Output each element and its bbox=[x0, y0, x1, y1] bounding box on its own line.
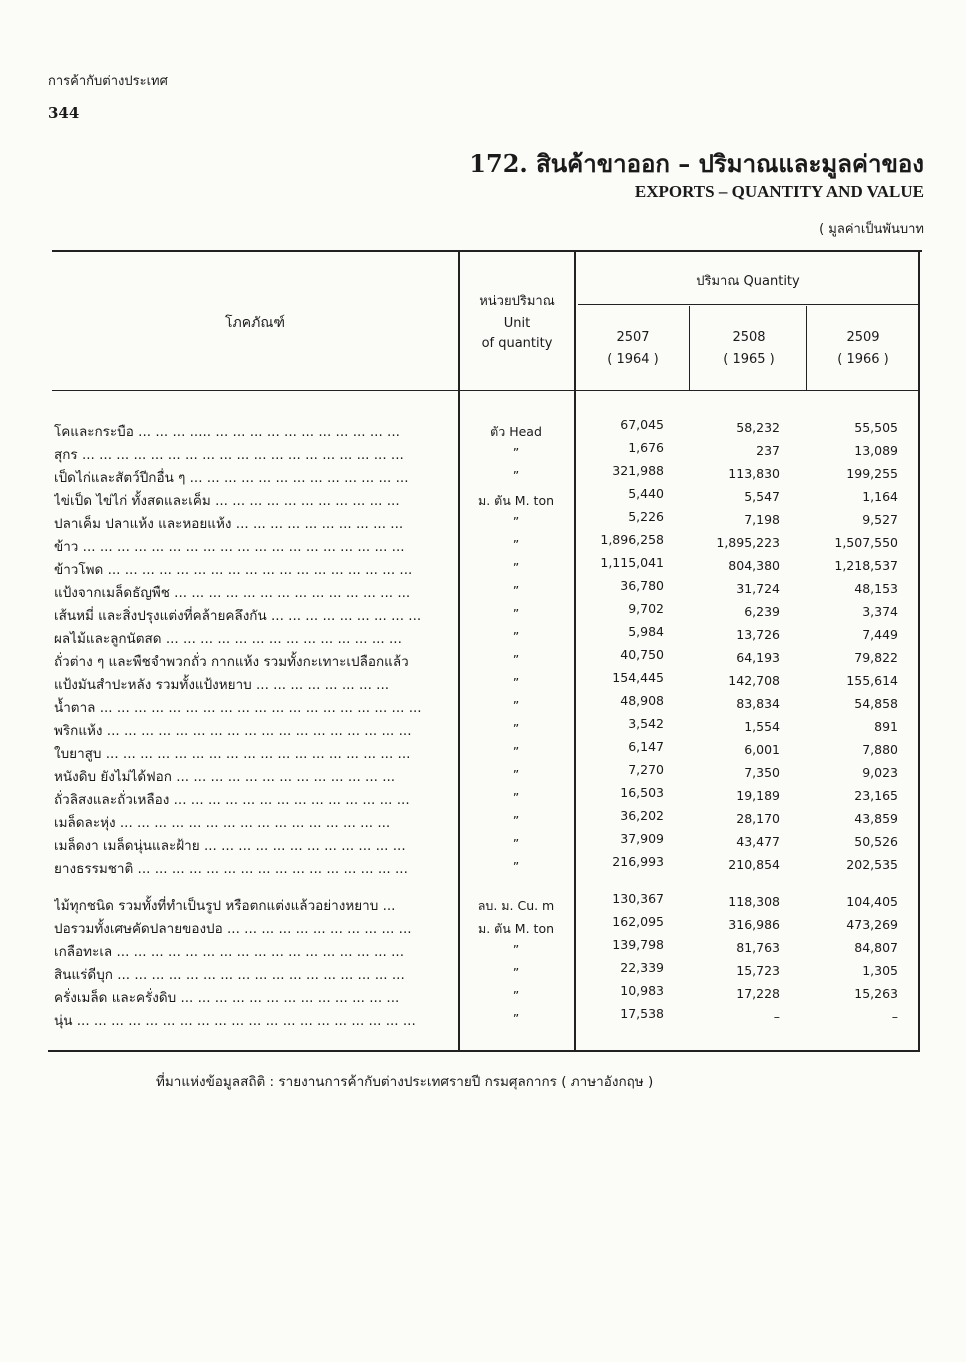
quantity-unit: ” bbox=[512, 537, 520, 552]
quantity-2509: – bbox=[891, 1009, 898, 1024]
quantity-2508: 316,986 bbox=[728, 917, 780, 932]
quantity-2508: 5,547 bbox=[744, 489, 780, 504]
quantity-2509: 84,807 bbox=[854, 940, 898, 955]
quantity-2509: 202,535 bbox=[846, 857, 898, 872]
quantity-2509: 155,614 bbox=[846, 673, 898, 688]
quantity-2509: 1,218,537 bbox=[834, 558, 898, 573]
commodity-name: นุ่น ... ... ... ... ... ... ... ... ... ... ... ... ... ... ... ... ... ... ... ... bbox=[54, 1013, 416, 1029]
quantity-2508: 83,834 bbox=[736, 696, 780, 711]
quantity-2508: 118,308 bbox=[728, 894, 780, 909]
commodity-name: ข้าว ... ... ... ... ... ... ... ... ... ... ... ... ... ... ... ... ... ... ... bbox=[54, 539, 405, 555]
quantity-unit: ” bbox=[512, 652, 520, 667]
quantity-unit: ” bbox=[512, 445, 520, 460]
quantity-2507: 36,202 bbox=[620, 808, 664, 823]
quantity-unit: ตัว Head bbox=[490, 424, 542, 439]
quantity-2509: 1,305 bbox=[862, 963, 898, 978]
right-border bbox=[918, 252, 920, 1050]
header-unit-thai: หน่วยปริมาณ bbox=[479, 294, 555, 309]
commodity-name: แป้งจากเมล็ดธัญพืช ... ... ... ... ... ... ... ... ... ... ... ... ... ... bbox=[54, 585, 411, 601]
commodity-name: สินแร่ดีบุก ... ... ... ... ... ... ... ... ... ... ... ... ... ... ... ... ... bbox=[54, 967, 405, 983]
header-year-ad: ( 1965 ) bbox=[723, 352, 775, 367]
quantity-unit: ” bbox=[512, 836, 520, 851]
quantity-2507: 139,798 bbox=[612, 937, 664, 952]
table-bottom-rule bbox=[48, 1050, 920, 1052]
quantity-2508: 31,724 bbox=[736, 581, 780, 596]
quantity-2507: 1,896,258 bbox=[600, 532, 664, 547]
quantity-2508: 142,708 bbox=[728, 673, 780, 688]
quantity-2508: 7,350 bbox=[744, 765, 780, 780]
quantity-2508: 6,239 bbox=[744, 604, 780, 619]
quantity-unit: ” bbox=[512, 1011, 520, 1026]
quantity-2509: 15,263 bbox=[854, 986, 898, 1001]
quantity-2507: 7,270 bbox=[628, 762, 664, 777]
quantity-2509: 473,269 bbox=[846, 917, 898, 932]
quantity-2509: 104,405 bbox=[846, 894, 898, 909]
running-head: การค้ากับต่างประเทศ bbox=[48, 74, 168, 89]
quantity-2507: 5,440 bbox=[628, 486, 664, 501]
quantity-2509: 43,859 bbox=[854, 811, 898, 826]
quantity-2509: 54,858 bbox=[854, 696, 898, 711]
header-unit-en-1: Unit bbox=[503, 316, 531, 331]
quantity-2507: 9,702 bbox=[628, 601, 664, 616]
quantity-2509: 50,526 bbox=[854, 834, 898, 849]
commodity-name: ปลาเค็ม ปลาแห้ง และหอยแห้ง ... ... ... ... ... ... ... ... ... ... bbox=[54, 516, 404, 532]
commodity-name: พริกแห้ง ... ... ... ... ... ... ... ... ... ... ... ... ... ... ... ... ... ... bbox=[54, 723, 412, 739]
quantity-2508: 6,001 bbox=[744, 742, 780, 757]
quantity-unit: ” bbox=[512, 965, 520, 980]
quantity-2508: 28,170 bbox=[736, 811, 780, 826]
quantity-unit: ม. ตัน M. ton bbox=[477, 921, 555, 936]
quantity-2507: 16,503 bbox=[620, 785, 664, 800]
quantity-2507: 3,542 bbox=[628, 716, 664, 731]
quantity-2507: 22,339 bbox=[620, 960, 664, 975]
quantity-unit: ” bbox=[512, 813, 520, 828]
quantity-unit: ” bbox=[512, 859, 520, 874]
commodity-name: ข้าวโพด ... ... ... ... ... ... ... ... ... ... ... ... ... ... ... ... ... ... bbox=[54, 562, 413, 578]
quantity-2508: 237 bbox=[756, 443, 780, 458]
quantity-2508: 13,726 bbox=[736, 627, 780, 642]
header-unit-en-2: of quantity bbox=[481, 336, 553, 351]
commodity-name: เมล็ดละหุ่ง ... ... ... ... ... ... ... ... ... ... ... ... ... ... ... ... bbox=[54, 815, 391, 831]
quantity-2507: 6,147 bbox=[628, 739, 664, 754]
commodity-name: ยางธรรมชาติ ... ... ... ... ... ... ... ... ... ... ... ... ... ... ... ... bbox=[54, 861, 408, 877]
commodity-name: ไม้ทุกชนิด รวมทั้งที่ทำเป็นรูป หรือตกแต่งแล้วอย่างหยาบ ... bbox=[54, 898, 396, 914]
quantity-2509: 13,089 bbox=[854, 443, 898, 458]
quantity-2509: 23,165 bbox=[854, 788, 898, 803]
quantity-2508: 81,763 bbox=[736, 940, 780, 955]
commodity-name: ใบยาสูบ ... ... ... ... ... ... ... ... ... ... ... ... ... ... ... ... ... ... bbox=[54, 746, 411, 762]
commodity-name: โคและกระบือ ... ... ... ..... ... ... ... ... ... ... ... ... ... ... ... bbox=[54, 424, 400, 440]
quantity-2509: 3,374 bbox=[862, 604, 898, 619]
quantity-2507: 67,045 bbox=[620, 417, 664, 432]
quantity-column-divider bbox=[574, 252, 576, 1050]
quantity-unit: ” bbox=[512, 942, 520, 957]
quantity-2507: 154,445 bbox=[612, 670, 664, 685]
quantity-2508: 17,228 bbox=[736, 986, 780, 1001]
quantity-2507: 5,226 bbox=[628, 509, 664, 524]
quantity-2508: 15,723 bbox=[736, 963, 780, 978]
value-unit-note: ( มูลค่าเป็นพันบาท bbox=[819, 222, 924, 237]
quantity-2507: 10,983 bbox=[620, 983, 664, 998]
quantity-unit: ” bbox=[512, 583, 520, 598]
commodity-name: เส้นหมี่ และสิ่งปรุงแต่งที่คล้ายคลึงกัน ... ... ... ... ... ... ... ... ... bbox=[54, 608, 422, 624]
quantity-unit: ” bbox=[512, 606, 520, 621]
year-divider-1 bbox=[689, 306, 690, 390]
quantity-2508: 7,198 bbox=[744, 512, 780, 527]
page-number: 344 bbox=[48, 104, 80, 122]
quantity-unit: ” bbox=[512, 988, 520, 1003]
quantity-2508: 113,830 bbox=[728, 466, 780, 481]
quantity-2507: 17,538 bbox=[620, 1006, 664, 1021]
table-top-rule bbox=[52, 250, 922, 252]
quantity-2509: 9,527 bbox=[862, 512, 898, 527]
quantity-2508: 1,895,223 bbox=[716, 535, 780, 550]
commodity-name: เมล็ดงา เมล็ดนุ่นและฝ้าย ... ... ... ... ... ... ... ... ... ... ... ... bbox=[54, 838, 406, 854]
quantity-group-rule bbox=[578, 304, 918, 305]
quantity-2507: 162,095 bbox=[612, 914, 664, 929]
quantity-2508: 1,554 bbox=[744, 719, 780, 734]
quantity-2507: 1,676 bbox=[628, 440, 664, 455]
quantity-2507: 37,909 bbox=[620, 831, 664, 846]
quantity-2509: 79,822 bbox=[854, 650, 898, 665]
header-year-thai: 2509 bbox=[846, 330, 880, 345]
commodity-name: ครั่งเมล็ด และครั่งดิบ ... ... ... ... ... ... ... ... ... ... ... ... ... bbox=[54, 990, 400, 1006]
commodity-name: สุกร ... ... ... ... ... ... ... ... ... ... ... ... ... ... ... ... ... ... ... bbox=[54, 447, 404, 463]
commodity-name: น้ำตาล ... ... ... ... ... ... ... ... ... ... ... ... ... ... ... ... ... ... ... bbox=[54, 700, 422, 716]
table-title-thai: 172. สินค้าขาออก – ปริมาณและมูลค่าของ bbox=[469, 149, 924, 178]
table-title-english: EXPORTS – QUANTITY AND VALUE bbox=[634, 182, 924, 201]
unit-column-divider bbox=[458, 252, 460, 1050]
quantity-2507: 36,780 bbox=[620, 578, 664, 593]
quantity-unit: ” bbox=[512, 514, 520, 529]
quantity-unit: ” bbox=[512, 721, 520, 736]
commodity-name: หนังดิบ ยังไม่ได้ฟอก ... ... ... ... ... ... ... ... ... ... ... ... ... bbox=[54, 769, 396, 785]
quantity-2509: 1,507,550 bbox=[834, 535, 898, 550]
source-note: ที่มาแห่งข้อมูลสถิติ : รายงานการค้ากับต่างประเทศรายปี กรมศุลกากร ( ภาษาอังกฤษ ) bbox=[156, 1074, 654, 1090]
quantity-unit: ” bbox=[512, 698, 520, 713]
quantity-2509: 199,255 bbox=[846, 466, 898, 481]
quantity-2509: 7,880 bbox=[862, 742, 898, 757]
commodity-name: ไข่เป็ด ไข่ไก่ ทั้งสดและเค็ม ... ... ... ... ... ... ... ... ... ... ... bbox=[54, 493, 400, 509]
year-divider-2 bbox=[806, 306, 807, 390]
quantity-2509: 9,023 bbox=[862, 765, 898, 780]
quantity-2508: 64,193 bbox=[736, 650, 780, 665]
quantity-2509: 55,505 bbox=[854, 420, 898, 435]
header-commodity: โภคภัณฑ์ bbox=[225, 315, 285, 331]
quantity-2508: – bbox=[773, 1009, 780, 1024]
commodity-name: ปอรวมทั้งเศษคัดปลายของปอ ... ... ... ... ... ... ... ... ... ... ... bbox=[54, 921, 412, 937]
commodity-name: เกลือทะเล ... ... ... ... ... ... ... ... ... ... ... ... ... ... ... ... ... bbox=[54, 944, 405, 960]
header-bottom-rule bbox=[52, 390, 918, 391]
quantity-2507: 130,367 bbox=[612, 891, 664, 906]
quantity-unit: ลบ. ม. Cu. m bbox=[477, 898, 555, 913]
quantity-2507: 40,750 bbox=[620, 647, 664, 662]
quantity-unit: ” bbox=[512, 560, 520, 575]
header-year-thai: 2507 bbox=[616, 330, 650, 345]
commodity-name: แป้งมันสำปะหลัง รวมทั้งแป้งหยาบ ... ... ... ... ... ... ... ... bbox=[54, 677, 390, 693]
quantity-2508: 804,380 bbox=[728, 558, 780, 573]
quantity-2507: 48,908 bbox=[620, 693, 664, 708]
quantity-2509: 7,449 bbox=[862, 627, 898, 642]
quantity-2508: 43,477 bbox=[736, 834, 780, 849]
quantity-2509: 1,164 bbox=[862, 489, 898, 504]
commodity-name: ถั่วต่าง ๆ และพืชจำพวกถั่ว กากแห้ง รวมทั้งกะเทาะเปลือกแล้ว bbox=[54, 654, 409, 670]
quantity-2507: 321,988 bbox=[612, 463, 664, 478]
quantity-2507: 1,115,041 bbox=[600, 555, 664, 570]
header-year-ad: ( 1964 ) bbox=[607, 352, 659, 367]
quantity-2509: 48,153 bbox=[854, 581, 898, 596]
quantity-2508: 210,854 bbox=[728, 857, 780, 872]
quantity-2507: 216,993 bbox=[612, 854, 664, 869]
quantity-2509: 891 bbox=[874, 719, 898, 734]
commodity-name: ถั่วลิสงและถั่วเหลือง ... ... ... ... ... ... ... ... ... ... ... ... ... ... bbox=[54, 792, 410, 808]
quantity-unit: ” bbox=[512, 468, 520, 483]
quantity-unit: ม. ตัน M. ton bbox=[477, 493, 555, 508]
quantity-unit: ” bbox=[512, 767, 520, 782]
header-quantity-group: ปริมาณ Quantity bbox=[696, 274, 800, 289]
header-year-thai: 2508 bbox=[732, 330, 766, 345]
quantity-unit: ” bbox=[512, 790, 520, 805]
quantity-unit: ” bbox=[512, 744, 520, 759]
quantity-unit: ” bbox=[512, 629, 520, 644]
quantity-2507: 5,984 bbox=[628, 624, 664, 639]
commodity-name: เป็ดไก่และสัตว์ปีกอื่น ๆ ... ... ... ... ... ... ... ... ... ... ... ... ... bbox=[54, 470, 409, 486]
header-year-ad: ( 1966 ) bbox=[837, 352, 889, 367]
commodity-name: ผลไม้และลูกนัตสด ... ... ... ... ... ... ... ... ... ... ... ... ... ... bbox=[54, 631, 402, 647]
quantity-unit: ” bbox=[512, 675, 520, 690]
quantity-2508: 19,189 bbox=[736, 788, 780, 803]
quantity-2508: 58,232 bbox=[736, 420, 780, 435]
